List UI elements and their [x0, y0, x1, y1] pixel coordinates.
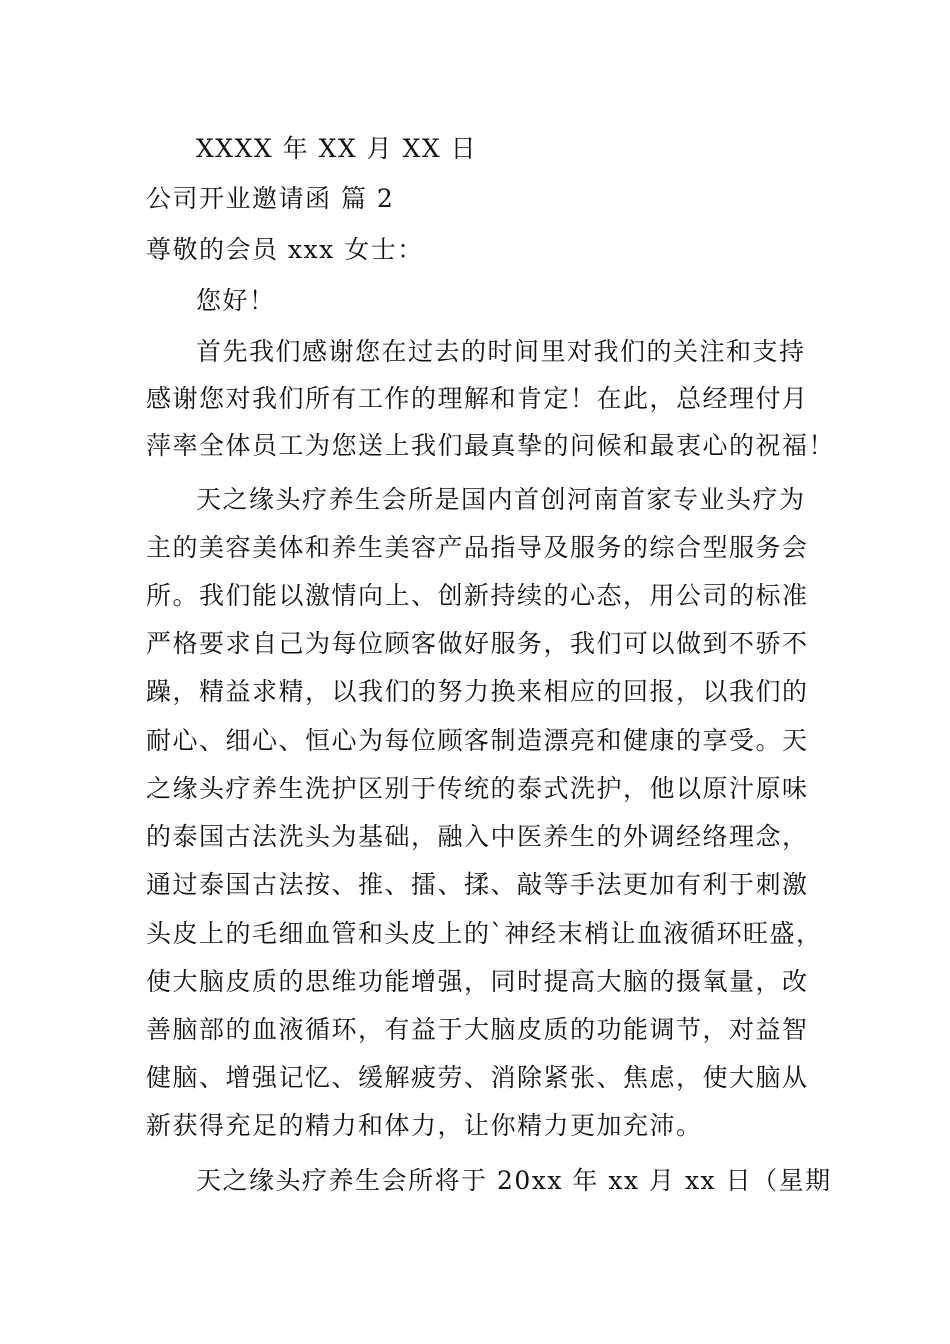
paragraph3-line: 天之缘头疗养生会所将于 20xx 年 xx 月 xx 日（星期	[196, 1166, 832, 1195]
paragraph1-line: 首先我们感谢您在过去的时间里对我们的关注和支持	[196, 337, 806, 366]
paragraph2-line: 新获得充足的精力和体力，让你精力更加充沛。	[146, 1111, 703, 1140]
paragraph2-line: 的泰国古法洗头为基础，融入中医养生的外调经络理念，	[146, 822, 809, 851]
greeting: 您好！	[196, 286, 276, 315]
salutation: 尊敬的会员 xxx 女士：	[146, 235, 424, 264]
paragraph2-line: 主的美容美体和养生美容产品指导及服务的综合型服务会	[146, 533, 809, 562]
paragraph1-line: 萍率全体员工为您送上我们最真挚的问候和最衷心的祝福！	[146, 431, 836, 460]
paragraph2-line: 耐心、细心、恒心为每位顾客制造漂亮和健康的享受。天	[146, 726, 809, 755]
paragraph2-line: 健脑、增强记忆、缓解疲劳、消除紧张、焦虑，使大脑从	[146, 1063, 809, 1092]
paragraph2-line: 头皮上的毛细血管和头皮上的`神经末梢让血液循环旺盛，	[146, 919, 823, 948]
paragraph2-line: 使大脑皮质的思维功能增强，同时提高大脑的摄氧量，改	[146, 967, 809, 996]
paragraph1-line: 感谢您对我们所有工作的理解和肯定！在此，总经理付月	[146, 384, 809, 413]
section-title: 公司开业邀请函 篇 2	[146, 184, 395, 213]
paragraph2-line: 天之缘头疗养生会所是国内首创河南首家专业头疗为	[196, 485, 806, 514]
date-line: XXXX 年 XX 月 XX 日	[196, 134, 478, 163]
paragraph2-line: 严格要求自己为每位顾客做好服务，我们可以做到不骄不	[146, 629, 809, 658]
paragraph2-line: 善脑部的血液循环，有益于大脑皮质的功能调节，对益智	[146, 1015, 809, 1044]
paragraph2-line: 通过泰国古法按、推、擂、揉、敲等手法更加有利于刺激	[146, 870, 809, 899]
paragraph2-line: 躁，精益求精，以我们的努力换来相应的回报，以我们的	[146, 677, 809, 706]
paragraph2-line: 之缘头疗养生洗护区别于传统的泰式洗护，他以原汁原味	[146, 774, 809, 803]
paragraph2-line: 所。我们能以激情向上、创新持续的心态，用公司的标准	[146, 581, 809, 610]
